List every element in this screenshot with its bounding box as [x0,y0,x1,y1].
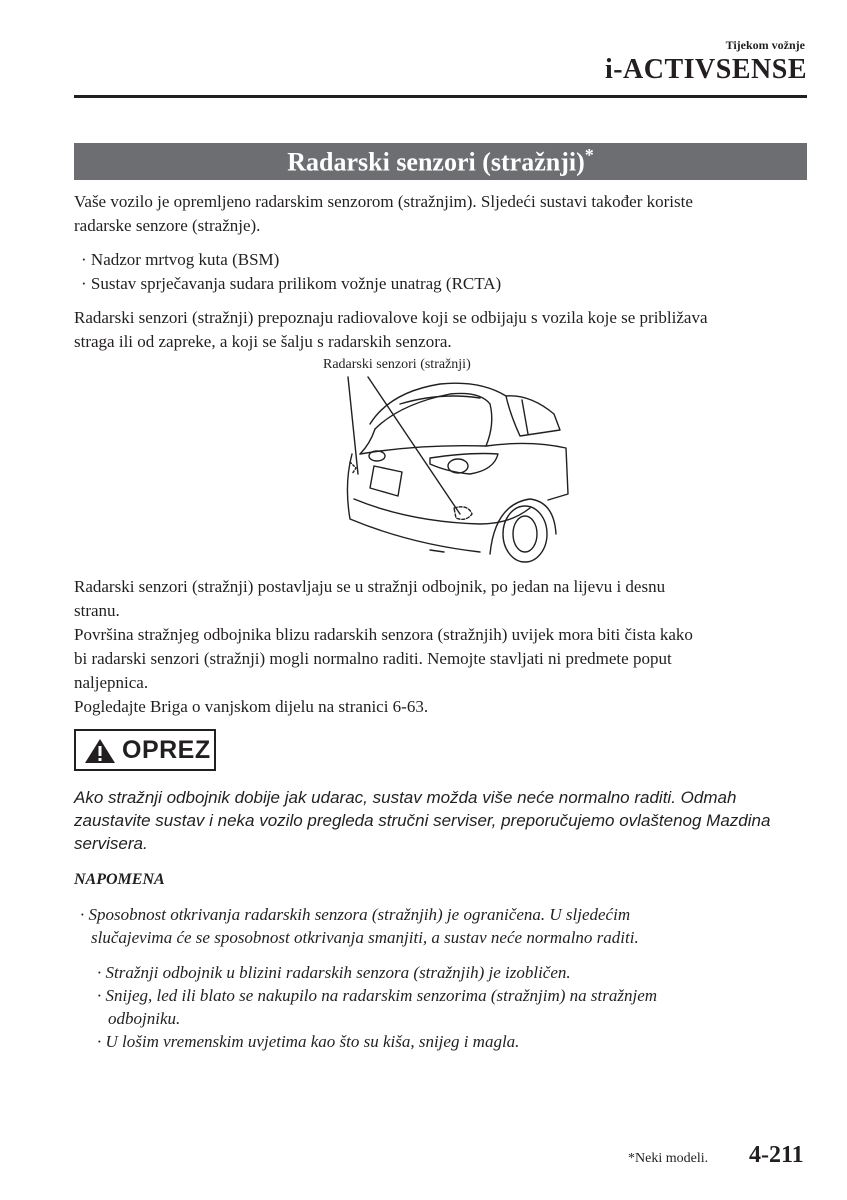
text-line: Vaše vozilo je opremljeno radarskim senzorom (stražnjim). Sljedeći sustavi također koriste [74,192,693,211]
text-line: straga ili od zapreke, a koji se šalju s radarskih senzora. [74,332,452,351]
list-item-label: Snijeg, led ili blato se nakupilo na radarskim senzorima (stražnjim) na stražnjem [105,986,658,1005]
body-paragraph [74,575,814,719]
bullet-icon: · [97,1032,102,1051]
text-line: bi radarski senzori (stražnji) mogli normalno raditi. Nemojte stavljati ni predmete poput [74,649,672,668]
note-text: Sposobnost otkrivanja radarskih senzora (stražnjih) je ograničena. U sljedećim [88,905,631,924]
systems-list [81,248,501,296]
text-line: servisera. [74,834,148,853]
text-line: Radarski senzori (stražnji) postavljaju se u stražnji odbojnik, po jedan na lijevu i desnu [74,577,666,596]
text-line: stranu. [74,601,120,620]
page-title-text: Radarski senzori (stražnji) [287,147,585,177]
page-title [74,145,807,178]
header-rule [74,95,807,98]
list-item [97,1030,812,1053]
list-item-label: U lošim vremenskim uvjetima kao što su kiša, snijeg i magla. [105,1032,520,1051]
text-line: radarske senzore (stražnje). [74,216,261,235]
list-item-label: Stražnji odbojnik u blizini radarskih senzora (stražnjih) je izobličen. [105,963,571,982]
intro-paragraph [74,190,814,238]
text-line: naljepnica. [74,673,149,692]
text-line: slučajevima će se sposobnost otkrivanja smanjiti, a sustav neće normalno raditi. [91,928,639,947]
bullet-icon: · [97,986,102,1005]
note-items [97,961,812,1053]
list-item [81,272,501,296]
bullet-icon: · [81,274,87,293]
note-heading: NAPOMENA [74,871,165,888]
section-title: Tijekom vožnje [725,38,805,52]
text-line: Ako stražnji odbojnik dobije jak udarac, sustav možda više neće normalno raditi. Odmah [74,788,737,807]
warning-triangle-icon [84,738,116,764]
note-main [80,903,810,949]
figure-label: Radarski senzori (stražnji) [323,357,471,372]
footnote: *Neki modeli. [628,1151,709,1166]
bullet-icon: · [80,905,85,924]
bullet-icon: · [97,963,102,982]
caution-badge [74,729,216,771]
text-line: Pogledajte Briga o vanjskom dijelu na stranici 6-63. [74,697,429,716]
text-line: Površina stražnjeg odbojnika blizu radarskih senzora (stražnjih) uvijek mora biti čista kako [74,625,693,644]
list-item [97,961,812,984]
page-number: 4-211 [749,1142,804,1168]
text-line: zaustavite sustav i neka vozilo pregleda stručni serviser, preporučujemo ovlaštenog Mazdina [74,811,771,830]
title-bar [74,143,807,180]
list-item [81,248,501,272]
description-paragraph [74,306,814,354]
text-line [80,903,810,926]
list-item [97,984,812,1007]
rear-car-illustration [330,374,570,564]
list-item-label: Nadzor mrtvog kuta (BSM) [90,250,280,269]
title-asterisk: * [584,145,594,165]
chapter-title: i-ACTIVSENSE [604,54,807,85]
text-line: odbojniku. [108,1009,181,1028]
bullet-icon: · [81,250,87,269]
caution-label: OPREZ [122,736,211,764]
list-item-label: Sustav sprječavanja sudara prilikom vožnje unatrag (RCTA) [90,274,502,293]
text-line: Radarski senzori (stražnji) prepoznaju radiovalove koji se odbijaju s vozila koje se približava [74,308,708,327]
caution-text [74,786,814,855]
